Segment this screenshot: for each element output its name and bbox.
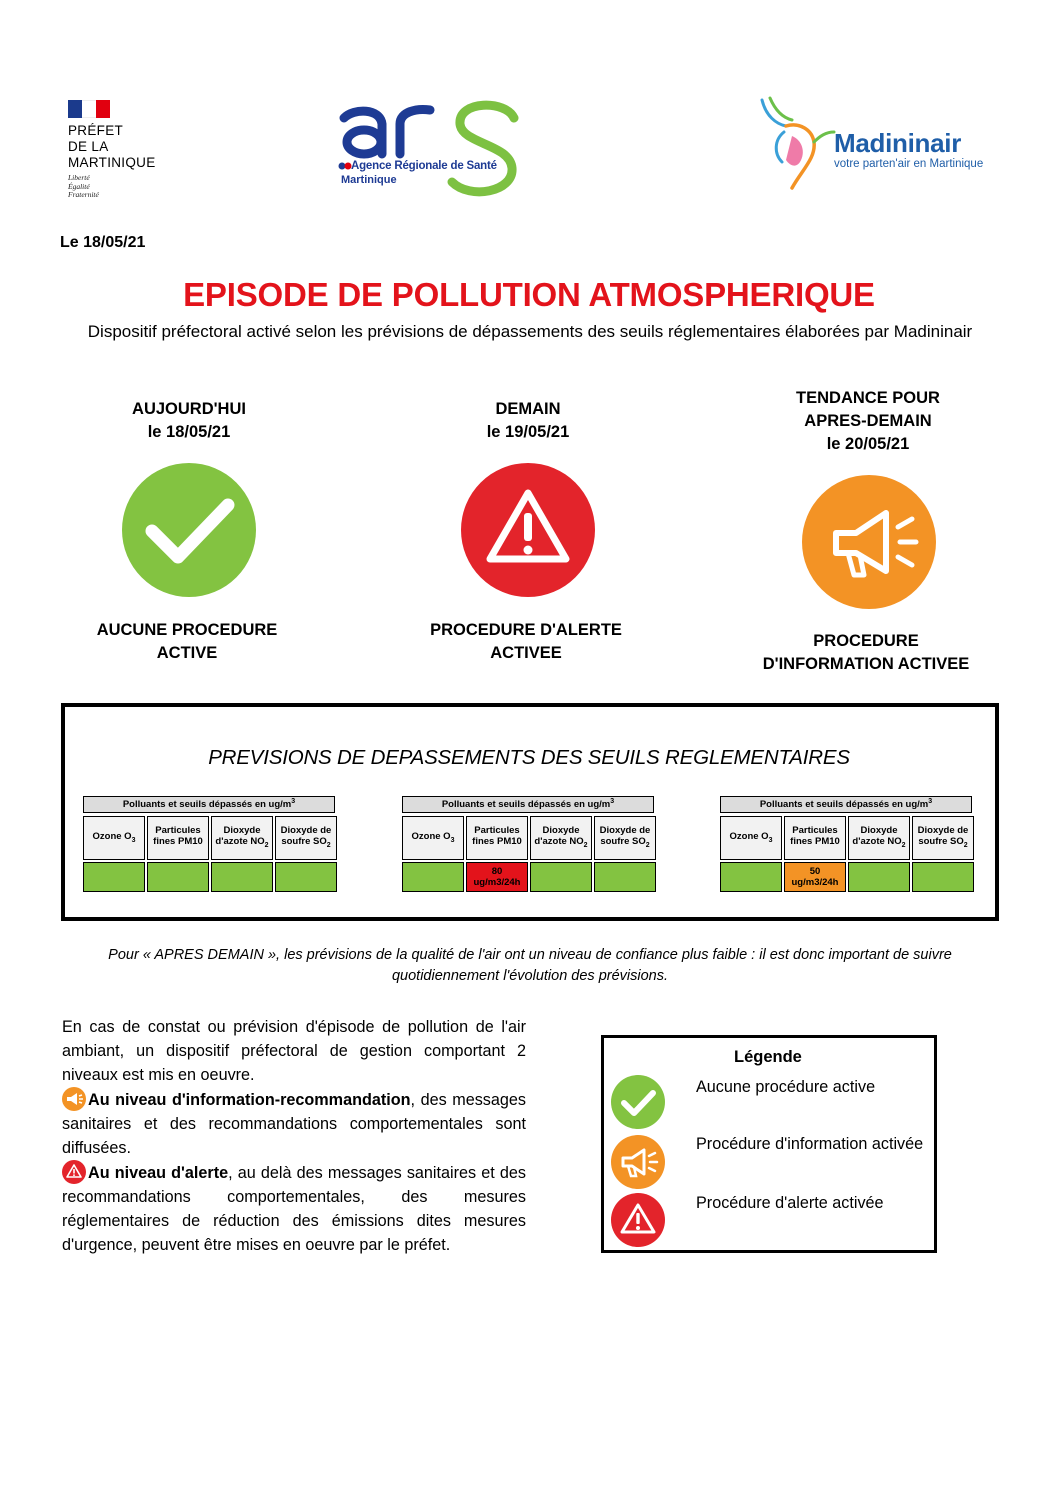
forecast-value-cell [83,862,145,892]
forecast-value-cell [211,862,273,892]
ars-logo [336,96,536,208]
table-header: Polluants et seuils dépassés en $ug/m^3$ [720,796,972,813]
alert-level-paragraph: Au niveau d'alerte, au delà des messages sanitaires et des recommandations comportementales, des mesures réglementaires de réduction des émissions dites mesures d'urgence, peuvent être mises en oeuvre par le préfet. [62,1160,526,1257]
document-date: Le 18/05/21 [60,234,146,251]
megaphone-icon [62,1087,86,1111]
legend-item-alert: Procédure d'alerte activée [696,1194,884,1212]
intro-text: En cas de constat ou prévision d'épisode de pollution de l'air ambiant, un dispositif préfectoral de gestion comportant 2 niveaux est mis en oeuvre. [62,1018,526,1084]
forecast-value-cell: 50 ug/m3/24h [784,862,846,892]
pollutant-cell: Dioxyde d'azote $NO_2$ [848,816,910,860]
day-after-tomorrow-heading: TENDANCE POUR APRES-DEMAIN le 20/05/21 [796,389,940,453]
ars-subtitle: Agence Régionale de Santé [351,160,497,172]
forecast-value-cell [912,862,974,892]
forecast-value-cell [594,862,656,892]
legend-box [601,1035,937,1253]
pollutant-cell: Dioxyde d'azote $NO_2$ [530,816,592,860]
pollutant-cell: Ozone $O_3$ [402,816,464,860]
pollutant-cell: Particules fines PM10 [466,816,528,860]
french-flag-icon [68,100,110,118]
legend-item-none: Aucune procédure active [696,1078,876,1096]
legend-item-information: Procédure d'information activée [696,1135,924,1153]
pollutant-cell: Particules fines PM10 [784,816,846,860]
table-header: Polluants et seuils dépassés en $ug/m^3$ [402,796,654,813]
forecast-value-cell [530,862,592,892]
ars-region: Martinique [341,174,397,186]
prefet-logo [68,100,198,200]
check-icon [610,1074,666,1130]
table-header: Polluants et seuils dépassés en $ug/m^3$ [83,796,335,813]
megaphone-icon [610,1134,666,1190]
prefet-motto: Liberté Égalité Fraternité [68,173,99,199]
pollutant-cell: Dioxyde d'azote $NO_2$ [211,816,273,860]
warning-icon [62,1160,86,1184]
prefet-name: PRÉFET DE LA MARTINIQUE [68,123,156,170]
pollutant-cell: Dioxyde de soufre $SO_2$ [275,816,337,860]
forecast-value-cell [848,862,910,892]
info-level-paragraph: Au niveau d'information-recommandation, des messages sanitaires et des recommandations comportementales sont diffusées. [62,1087,526,1160]
status-today: AUCUNE PROCEDURE ACTIVE [96,621,278,662]
ars-wordmark-icon [336,96,536,208]
forecast-value-cell [720,862,782,892]
pollutant-cell: Ozone $O_3$ [720,816,782,860]
day-tomorrow-heading: DEMAIN le 19/05/21 [486,400,570,441]
pollutant-cell: Particules fines PM10 [147,816,209,860]
megaphone-icon [802,475,936,609]
procedure-description [62,1015,526,1257]
status-day-after: PROCEDURE D'INFORMATION ACTIVEE [762,632,970,673]
forecast-value-cell [147,862,209,892]
madininair-logo [756,96,996,196]
forecast-value-cell: 80 ug/m3/24h [466,862,528,892]
warning-icon [610,1192,666,1248]
pollutant-cell: Dioxyde de soufre $SO_2$ [912,816,974,860]
page-subtitle: Dispositif préfectoral activé selon les prévisions de dépassements des seuils réglementaires élaborées par Madininair [87,322,973,341]
hummingbird-icon [756,96,836,196]
forecast-value-cell [275,862,337,892]
forecast-value-cell [402,862,464,892]
pollutant-cell: Ozone $O_3$ [83,816,145,860]
warning-icon [461,463,595,597]
madininair-brand: Madininair [834,128,962,158]
madininair-tagline: votre parten'air en Martinique [834,158,984,170]
page-title: EPISODE DE POLLUTION ATMOSPHERIQUE [183,276,875,313]
day-today-heading: AUJOURD'HUI le 18/05/21 [132,400,246,441]
forecast-title: PREVISIONS DE DEPASSEMENTS DES SEUILS REGLEMENTAIRES [208,746,850,769]
pollutant-cell: Dioxyde de soufre $SO_2$ [594,816,656,860]
check-icon [122,463,256,597]
status-tomorrow: PROCEDURE D'ALERTE ACTIVEE [430,621,622,662]
legend-title: Légende [734,1048,802,1066]
confidence-note: Pour « APRES DEMAIN », les prévisions de la qualité de l'air ont un niveau de confiance plus faible : il est donc important de suivre quotidiennement l'évolution des prévisions. [108,947,952,984]
